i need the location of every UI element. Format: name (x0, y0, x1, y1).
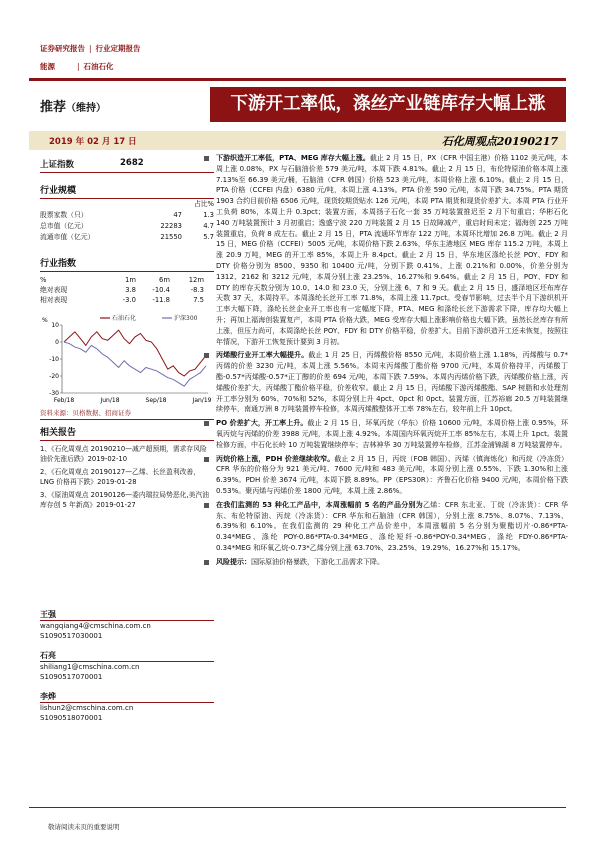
x-tick-label: Feb/18 (53, 397, 75, 404)
chart-svg (40, 313, 214, 405)
footer-rule (29, 807, 566, 808)
related-report: 1、《石化周观点 20190210—减产超预期，需求存风险 油价先涨后跌》2019-02-10 (40, 445, 207, 463)
bullet-text: 截止 2 月 15 日，环氧丙烷（华东）价格 10600 元/吨，本周价格上涨 0.95%，环氧丙烷与丙烯的价差 3988 元/吨，本周上涨 4.92%。本周国内环氧丙烷开工率 85%左右，本周上升 1pct。装置检修方面，中石化长岭 10 万吨装置继续停车；吉林神华 30 万吨装置停车检修，江苏金浦锦湖 8 万吨装置停车。 (216, 419, 568, 449)
y-axis-label: % (42, 317, 48, 324)
bullet-text: 乙烯：CFR 东北亚、丁烷（冷冻货）：CFR 华东、布伦特原油、丙烷（冷冻货）：CFR 华东和石脑油（CFR 韩国），分别上涨 8.75%、8.07%、7.13%、6.39%和 6.10%。在我们监测的 29 种化工产品价差中，本周涨幅前 5 名分别为聚酯切片-0.86*PTA-0.34*MEG、涤纶 POY-0.86*PTA-0.34*MEG、涤纶短纤-0.86*POY-0.34*MEG、涤纶 FDY-0.86*PTA-0.34*MEG 和环氧乙烷-0.73*乙烯分别上涨 63.70%、23.25%、19.29%、16.27%和 15.17%。 (216, 500, 569, 552)
header-rule (29, 78, 566, 81)
bullet-text: 截止 2 月 15 日，丙烷（FOB 韩国）、丙烯（镇海炼化）和丙烷（冷冻货）CFR 华东的价格分为 921 美元/吨、7600 元/吨和 483 美元/吨，本周分别上涨 0.55%、下跌 1.30%和上涨 6.39%。PDH 价差 3674 元/吨，本周下跌 8.89%。PP（EPS30R）：齐鲁石化价格 9400 元/吨，本周价格下跌 0.53%。聚丙烯与丙烯价差 1800 元/吨，本周上涨 2.86%。 (216, 454, 568, 495)
report-title: 下游开工率低，涤丝产业链库存大幅上涨 (210, 87, 566, 122)
industry-index: 行业指数 % 1m 6m 12m 绝对表现 3.8 -10.4 -8.3 相对表现 -3.0 -11.8 7.5 (40, 256, 214, 305)
bullet-text: 截止 2 月 15 日，PX（CFR 中国主港）价格 1102 美元/吨，本周上涨 0.08%，PX 与石脑油价差 579 美元/吨，本周下跌 4.81%。截止 2 月 15 日，布伦特原油价格本周上涨 7.13%至 66.39 美元/桶，石脑油（CFR 韩国）价格 523 美元/吨，本周价格上涨 6.10%。截止 2 月 15 日，PTA 价格（CCFEI 内盘）6380 元/吨，本周上涨 4.13%。PTA 价差 590 元/吨，本周下跌 34.75%。PTA 期货 1903 合约目前价格 6506 元/吨，现货较期货贴水 126 元/吨，本周 PTA 期货和现货价差扩大。本周 PTA 行业开工负荷 80%，本周上升 0.3pct；装置方面，本周扬子石化一套 35 万吨装置推迟至 2 月下旬重启；华彬石化 140 万吨装置预计 3 月初重启；逸盛宁波 220 万吨装置 2 月 15 日故障减产，重启时间未定；福海创 225 万吨装置重启，负荷 8 成左右。截止 2 月 15 日，PTA 流通环节库存 122 万吨，本周环比增加 26.8 万吨。截止 2 月 15 日，MEG 价格（CCFEI）5005 元/吨，本周价格下跌 2.63%，华东主港地区 MEG 库存 115.2 万吨，本周上涨 20.9 万吨，MEG 的开工率 85%，本周上升 8.4pct。截止 2 月 15 日，华东地区涤纶长丝 POY、FDY 和 DTY 价格分别为 8500、9350 和 10400 元/吨，分别下跌 0.41%、上涨 0.21%和 0.00%，价差分别为 1312、2162 和 3212 元/吨，本周分别上涨 23.25%、16.27%和 9.64%。截止 2 月 15 日，POY、FDY 和 DTY 的库存天数分别为 10.0、14.0 和 23.0 天，分别上涨 6、7 和 9 天。截止 2 月 15 日，盛泽地区坯布库存天数 37 天，本周持平。本周涤纶长丝开工率 71.8%，本周上涨 11.7pct。受春节影响，过去半个月下游织机开工率大幅下降，涤纶长丝企业开工率也有一定幅度下降，PTA、MEG 和涤纶长丝下游需求下降，库存均大幅上升；再加上福海创装置复产，本周 PTA 价格大跌，MEG 受库存大幅上涨影响价格也大幅下跌，虽然长丝库存有所上涨，但压力尚可，本周涤纶长丝 POY、FDY 和 DTY 价格平稳，价差扩大。目前下游织造开工还未恢复，按照往年情况，下游开工恢复预计要到 3 月初。 (216, 154, 568, 346)
index-row: 绝对表现 3.8 -10.4 -8.3 (40, 286, 204, 294)
header-line-1: 证券研究报告 | 行业定期报告 (40, 44, 141, 53)
legend-label: 沪深300 (174, 315, 198, 322)
performance-chart (40, 313, 214, 405)
author (40, 692, 214, 723)
bullet-paragraph (202, 557, 568, 568)
industry-scale: 行业规模 占比% 股票家数（只） 47 1.3 总市值（亿元） 22283 4.7 流通市值（亿元） 21550 5.7 (40, 183, 214, 243)
index-head: % 1m 6m 12m (40, 276, 204, 284)
x-tick-label: Jun/18 (100, 397, 120, 404)
market-index: 上证指数 2682 (40, 158, 214, 173)
bullet-paragraph (202, 153, 568, 347)
series-title: 石化周观点20190217 (441, 135, 558, 148)
header-line-2: 能源 | 石油石化 (40, 62, 114, 71)
bullet-lead: PO 价差扩大，开工率上升。 (216, 419, 308, 428)
bullet-text: 截止 1 月 25 日，丙烯酸价格 8550 元/吨，本周价格上涨 1.18%，丙烯酸与 0.7*丙烯的价差 3230 元/吨，本周上涨 5.56%。本周末丙烯酸丁酯价格 9700 元/吨，本周价格持平，丙烯酸丁酯-0.57*丙烯酸-0.57*正丁醇的价差 694 元/吨，本周下跌 7.59%。本周内丙烯价格下跌，丙烯酸价格上涨，丙烯酸价差扩大，丙烯酸丁酯价格平稳，价差收窄。截止 2 月 15 日，丙烯酸下游丙烯酸酯、SAP 树脂和水处理剂开工率分别为 60%、70%和 52%，本周分别上升 4pct、0pct 和 0pct。装置方面，江苏裕廊 20.5 万吨装置继续停车，南通万洲 8 万吨装置停车检修，本周丙烯酸整体开工率 78%左右，较年前上升 10pct。 (216, 351, 568, 414)
y-tick-label: 10 (51, 322, 59, 329)
authors (40, 610, 214, 733)
author-email[interactable]: shiliang1@cmschina.com.cn (40, 663, 140, 671)
bullet-lead: 风险提示： (216, 557, 251, 566)
author (40, 651, 214, 682)
author-id: S1090517070001 (40, 673, 103, 681)
author-email[interactable]: lishun2@cmschina.com.cn (40, 704, 134, 712)
author-name: 李烨 (40, 692, 214, 703)
x-tick-label: Jan/19 (192, 397, 212, 404)
bullet-paragraph (202, 350, 568, 415)
series-line-2 (64, 342, 206, 386)
chart-source: 资料来源：贝格数据、招商证券 (40, 408, 214, 420)
bullet-paragraph (202, 454, 568, 497)
related-report: 2、《石化周观点 20190127—乙烯、长丝盈利改善，LNG 价格再下跌》2019-01-28 (40, 468, 201, 486)
bullet-lead: 丙烷价格上涨，PDH 价差继续收窄。 (216, 454, 335, 463)
scale-row: 流通市值（亿元） 21550 5.7 (40, 233, 214, 241)
bullet-lead: 在我们监测的 53 种化工产品中，本周涨幅前 5 名的产品分别为 (216, 500, 424, 509)
y-tick-label: -10 (49, 356, 59, 363)
report-date: 2019 年 02 月 17 日 (49, 137, 137, 147)
bullet-lead: 下游织造开工率低，PTA、MEG 库存大幅上涨。 (216, 154, 370, 162)
scale-row: 总市值（亿元） 22283 4.7 (40, 222, 214, 230)
index-row: 相对表现 -3.0 -11.8 7.5 (40, 296, 204, 304)
author-email[interactable]: wangqiang4@cmschina.com.cn (40, 622, 151, 630)
author (40, 610, 214, 641)
scale-row: 股票家数（只） 47 1.3 (40, 211, 214, 219)
rating: 推荐（维持） (40, 100, 107, 115)
author-name: 石亮 (40, 651, 214, 662)
x-tick-label: Sep/18 (145, 397, 167, 404)
related-report: 3、《原油周观点 20190126—委内瑞拉局势恶化,美汽油库存创 5 年新高》2019-01-27 (40, 491, 209, 509)
author-id: S1090518070001 (40, 714, 103, 722)
related-reports: 相关报告 1、《石化周观点 20190210—减产超预期，需求存风险 油价先涨后跌》2019-02-10 2、《石化周观点 20190127—乙烯、长丝盈利改善，LNG 价格再下跌》2019-01-28 3、《原油周观点 20190126—委内瑞拉局势恶化,美汽油库存创 5 年新高》2019-01-27 (40, 425, 214, 513)
bullet-paragraph (202, 418, 568, 450)
bullet-paragraph (202, 500, 568, 554)
footer-note: 敬请阅读末页的重要说明 (48, 823, 120, 831)
y-tick-label: -20 (49, 373, 59, 380)
author-name: 王强 (40, 610, 214, 621)
date-band (29, 131, 566, 150)
author-id: S1090517030001 (40, 632, 103, 640)
y-tick-label: 0 (55, 339, 59, 346)
y-tick-label: -30 (49, 390, 59, 397)
bullet-lead: 丙烯酸行业开工率大幅提升。 (216, 351, 309, 360)
bullet-text: 国际原油价格暴跌，下游化工品需求下降。 (251, 557, 384, 566)
legend-label: 石油石化 (112, 315, 137, 322)
report-body (202, 153, 568, 570)
